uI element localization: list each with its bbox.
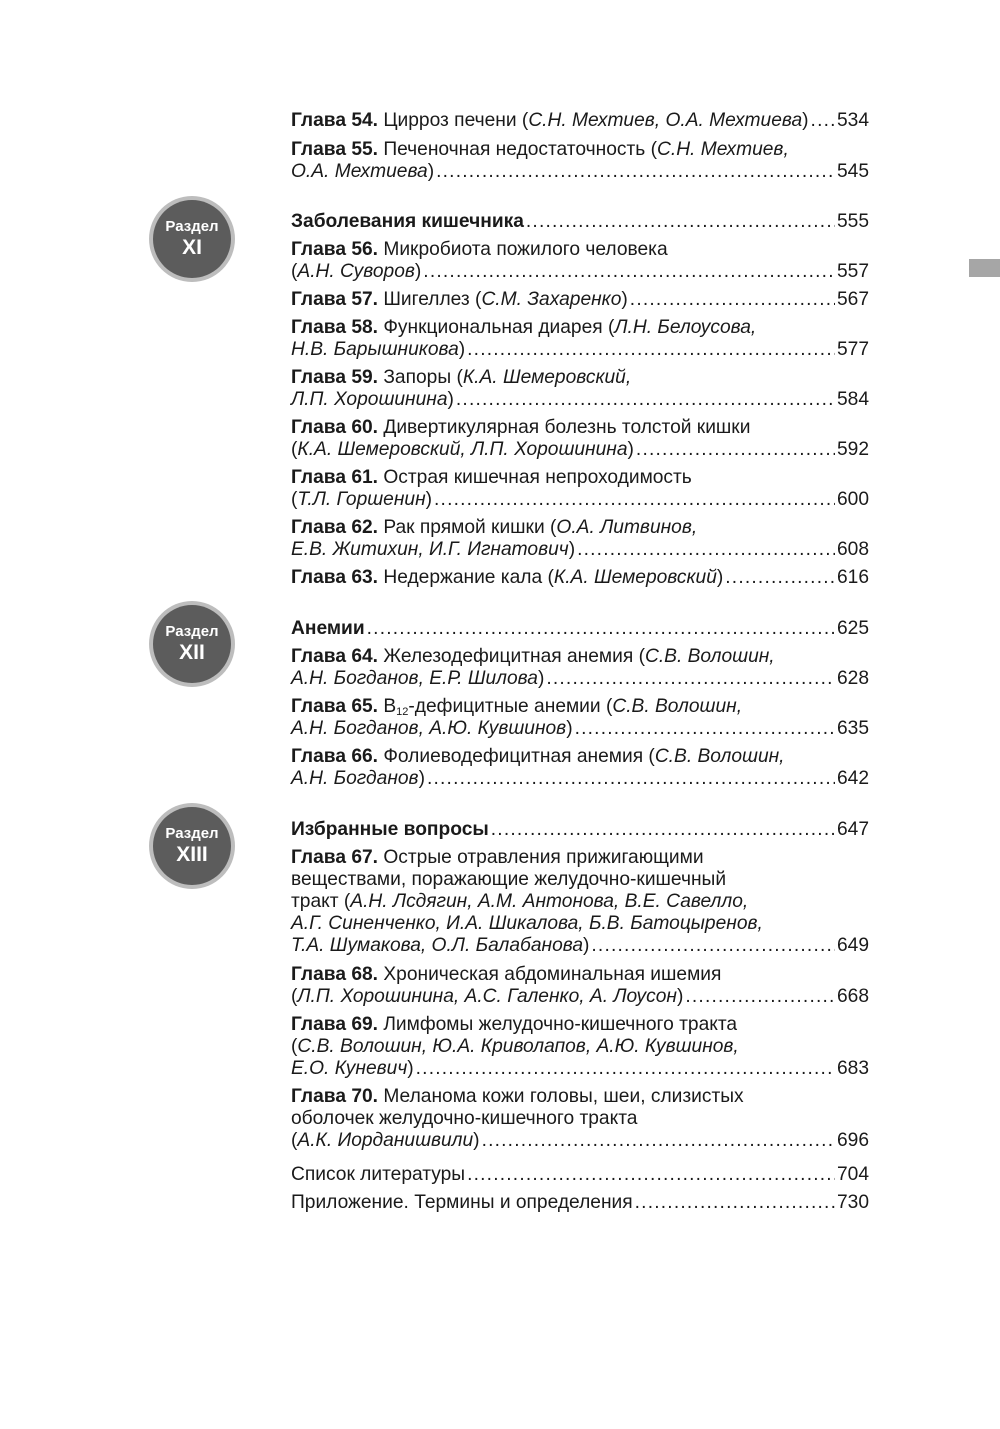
chapter-number: Глава 54. (291, 110, 378, 131)
chapter-title: Железодефицитная анемия (383, 646, 634, 667)
page-number: 696 (836, 1130, 869, 1151)
section-badge-numeral: XIII (176, 843, 208, 866)
leader-dots (635, 1192, 835, 1214)
chapter-authors: К.А. Шемеровский (553, 567, 717, 588)
chapter-number: Глава 65. (291, 696, 378, 717)
toc-entry-references[interactable] (291, 1164, 869, 1186)
chapter-authors: К.А. Шемеровский, Л.П. Хорошинина (297, 439, 628, 460)
leader-dots (591, 935, 835, 957)
section-badge-xiii (149, 803, 235, 889)
chapter-authors: С.В. Волошин, (654, 746, 785, 767)
page-number: 557 (836, 261, 869, 282)
chapter-authors: А.Г. Синенченко, И.А. Шикалова, Б.В. Батоцыренов, (291, 913, 763, 934)
chapter-authors: Н.В. Барышникова (291, 339, 459, 360)
leader-dots (436, 161, 835, 183)
section-badge-numeral: XI (182, 236, 202, 259)
chapter-number: Глава 61. (291, 467, 378, 488)
chapter-title: Цирроз печени (383, 110, 517, 131)
chapter-authors: А.К. Иорданишвили (297, 1130, 474, 1151)
chapter-title: тракт (291, 891, 339, 912)
page-number: 704 (836, 1164, 869, 1185)
leader-dots (467, 339, 835, 361)
page-number: 647 (836, 819, 869, 840)
chapter-authors: О.А. Литвинов, (556, 517, 698, 538)
page-number: 584 (836, 389, 869, 410)
toc-entry-chapter-66[interactable]: Глава 66. Фолиеводефицитная анемия (С.В. Волошин, А.Н. Богданов) ..... 642 (291, 746, 869, 790)
page-number: 616 (836, 567, 869, 588)
toc-entry-section-xii[interactable] (291, 618, 869, 640)
chapter-title: оболочек желудочно-кишечного тракта (291, 1108, 638, 1129)
chapter-title: Лимфомы желудочно-кишечного тракта (383, 1014, 738, 1035)
leader-dots (427, 768, 835, 790)
toc-entry-chapter-56[interactable]: Глава 56. Микробиота пожилого человека (А.Н. Суворов) ..... 557 (291, 239, 869, 283)
chapter-authors: А.Н. Богданов, А.Ю. Кувшинов (291, 718, 567, 739)
leader-dots (423, 261, 835, 283)
chapter-title: Недержание кала (383, 567, 543, 588)
page-number: 649 (836, 935, 869, 956)
chapter-authors: Е.В. Житихин, И.Г. Игнатович (291, 539, 569, 560)
chapter-title-part: -дефицитные анемии (408, 696, 601, 717)
chapter-title: Меланома кожи головы, шеи, слизистых (383, 1086, 744, 1107)
chapter-title-subscript: 12 (396, 706, 409, 718)
section-badge-label: Раздел (165, 623, 219, 640)
toc-entry-chapter-55[interactable]: Глава 55. Печеночная недостаточность (С.Н. Мехтиев, О.А. Мехтиева) ..... 545 (291, 139, 869, 183)
chapter-authors: С.В. Волошин, (644, 646, 775, 667)
toc-entry-chapter-58[interactable]: Глава 58. Функциональная диарея (Л.Н. Белоусова, Н.В. Барышникова) ..... 577 (291, 317, 869, 361)
entry-title: Список литературы (291, 1164, 466, 1185)
chapter-authors: К.А. Шемеровский, (462, 367, 632, 388)
chapter-title: Печеночная недостаточность (383, 139, 646, 160)
chapter-title: Шигеллез (383, 289, 470, 310)
chapter-number: Глава 55. (291, 139, 378, 160)
page-number: 545 (836, 161, 869, 182)
chapter-title: Рак прямой кишки (383, 517, 545, 538)
page-number: 555 (836, 211, 869, 232)
chapter-title: Функциональная диарея (383, 317, 603, 338)
toc-entry-chapter-59[interactable]: Глава 59. Запоры (К.А. Шемеровский, Л.П. Хорошинина) ..... 584 (291, 367, 869, 411)
chapter-authors: О.А. Мехтиева (291, 161, 428, 182)
toc-entry-appendix[interactable] (291, 1192, 869, 1214)
page-number: 683 (836, 1058, 869, 1079)
chapter-authors: С.Н. Мехтиев, О.А. Мехтиева (528, 110, 803, 131)
chapter-number: Глава 63. (291, 567, 378, 588)
leader-dots (482, 1130, 835, 1152)
section-badge-label: Раздел (165, 825, 219, 842)
toc-entry-chapter-57[interactable]: Глава 57. Шигеллез (С.М. Захаренко) ..... 567 (291, 289, 869, 311)
toc-entry-chapter-62[interactable]: Глава 62. Рак прямой кишки (О.А. Литвинов, Е.В. Житихин, И.Г. Игнатович) ..... 608 (291, 517, 869, 561)
chapter-title: Хроническая абдоминальная ишемия (383, 964, 722, 985)
chapter-number: Глава 62. (291, 517, 378, 538)
leader-dots (491, 819, 835, 841)
chapter-number: Глава 69. (291, 1014, 378, 1035)
toc-entry-chapter-54[interactable]: Глава 54. Цирроз печени (С.Н. Мехтиев, О.А. Мехтиева) ..... 534 (291, 110, 869, 132)
page-number: 567 (836, 289, 869, 310)
leader-dots (456, 389, 835, 411)
chapter-title: Дивертикулярная болезнь толстой кишки (383, 417, 751, 438)
toc-entry-chapter-69[interactable]: Глава 69. Лимфомы желудочно-кишечного тракта (С.В. Волошин, Ю.А. Криволапов, А.Ю. Кувшинов, Е.О. Куневич) ..... 683 (291, 1014, 869, 1080)
leader-dots (416, 1058, 835, 1080)
chapter-number: Глава 58. (291, 317, 378, 338)
toc-entry-chapter-65[interactable]: Глава 65. $B_{12}$-дефицитные анемии (С.В. Волошин, А.Н. Богданов, А.Ю. Кувшинов) ..... 635 (291, 696, 869, 740)
leader-dots (811, 110, 835, 132)
section-title: Анемии (291, 618, 365, 639)
page-number: 730 (836, 1192, 869, 1213)
section-badge-label: Раздел (165, 218, 219, 235)
page-number: 668 (836, 986, 869, 1007)
chapter-number: Глава 67. (291, 847, 378, 868)
toc-entry-chapter-61[interactable]: Глава 61. Острая кишечная непроходимость (Т.Л. Горшенин) ..... 600 (291, 467, 869, 511)
side-thumb-tab (969, 259, 1000, 277)
leader-dots (575, 718, 835, 740)
toc-entry-chapter-70[interactable]: Глава 70. Меланома кожи головы, шеи, слизистых оболочек желудочно-кишечного тракта (А.К. Иорданишвили) ..... 696 (291, 1086, 869, 1152)
chapter-authors: Е.О. Куневич (291, 1058, 408, 1079)
leader-dots (577, 539, 835, 561)
chapter-title (383, 696, 600, 717)
chapter-number: Глава 64. (291, 646, 378, 667)
toc-entry-chapter-64[interactable]: Глава 64. Железодефицитная анемия (С.В. Волошин, А.Н. Богданов, Е.Р. Шилова) ..... 628 (291, 646, 869, 690)
toc-entry-section-xiii[interactable] (291, 819, 869, 841)
chapter-authors: А.Н. Богданов (291, 768, 419, 789)
toc-entry-chapter-68[interactable]: Глава 68. Хроническая абдоминальная ишемия (Л.П. Хорошинина, А.С. Галенко, А. Лоусон) ..... 668 (291, 964, 869, 1008)
chapter-authors: С.В. Волошин, Ю.А. Криволапов, А.Ю. Кувшинов, (297, 1036, 739, 1057)
page-number: 577 (836, 339, 869, 360)
section-title: Избранные вопросы (291, 819, 489, 840)
page-number: 642 (836, 768, 869, 789)
section-badge-xii (149, 601, 235, 687)
chapter-title: Микробиота пожилого человека (383, 239, 668, 260)
leader-dots (636, 439, 835, 461)
chapter-authors: Л.П. Хорошинина, А.С. Галенко, А. Лоусон (297, 986, 677, 1007)
chapter-title: веществами, поражающие желудочно-кишечный (291, 869, 727, 890)
chapter-authors: С.М. Захаренко (481, 289, 622, 310)
chapter-number: Глава 60. (291, 417, 378, 438)
chapter-authors: Т.Л. Горшенин (297, 489, 426, 510)
toc-entry-chapter-63[interactable]: Глава 63. Недержание кала (К.А. Шемеровский) ..... 616 (291, 567, 869, 589)
chapter-title: Острая кишечная непроходимость (383, 467, 692, 488)
leader-dots (467, 1164, 835, 1186)
chapter-number: Глава 56. (291, 239, 378, 260)
page-number: 600 (836, 489, 869, 510)
chapter-authors: С.Н. Мехтиев, (657, 139, 789, 160)
chapter-authors: А.Н. Богданов, Е.Р. Шилова (291, 668, 538, 689)
leader-dots (434, 489, 835, 511)
toc-entry-chapter-60[interactable]: Глава 60. Дивертикулярная болезнь толстой кишки (К.А. Шемеровский, Л.П. Хорошинина) ..... 592 (291, 417, 869, 461)
chapter-authors: Л.П. Хорошинина (291, 389, 448, 410)
page-number: 534 (836, 110, 869, 131)
chapter-number: Глава 70. (291, 1086, 378, 1107)
section-badge-numeral: XII (179, 641, 205, 664)
section-title: Заболевания кишечника (291, 211, 524, 232)
toc-entry-chapter-67[interactable]: Глава 67. Острые отравления прижигающими веществами, поражающие желудочно-кишечный тракт (А.Н. Лсдягин, А.М. Антонова, В.Е. Савелло, А.Г. Синенченко, И.А. Шикалова, Б.В. Батоцыренов, Т.А. Шумакова, О.Л. Балабанова) ..... 649 (291, 847, 869, 957)
chapter-number: Глава 57. (291, 289, 378, 310)
entry-title: Приложение. Термины и определения (291, 1192, 633, 1213)
chapter-authors: С.В. Волошин, (612, 696, 743, 717)
chapter-authors: Л.Н. Белоусова, (614, 317, 757, 338)
toc-entry-section-xi[interactable] (291, 211, 869, 233)
section-badge-xi (149, 196, 235, 282)
page-number: 592 (836, 439, 869, 460)
leader-dots (526, 211, 835, 233)
page-number: 635 (836, 718, 869, 739)
chapter-title: Запоры (383, 367, 452, 388)
chapter-title: Фолиеводефицитная анемия (383, 746, 644, 767)
chapter-number: Глава 59. (291, 367, 378, 388)
chapter-authors: Т.А. Шумакова, О.Л. Балабанова (291, 935, 584, 956)
page-number: 608 (836, 539, 869, 560)
chapter-title: Острые отравления прижигающими (383, 847, 704, 868)
chapter-title-part: B (383, 696, 397, 717)
page-number: 625 (836, 618, 869, 639)
chapter-number: Глава 68. (291, 964, 378, 985)
chapter-authors: А.Н. Лсдягин, А.М. Антонова, В.Е. Савелло, (350, 891, 749, 912)
leader-dots (367, 618, 835, 640)
leader-dots (630, 289, 835, 311)
leader-dots (546, 668, 835, 690)
chapter-authors: А.Н. Суворов (297, 261, 415, 282)
leader-dots (685, 986, 835, 1008)
leader-dots (725, 567, 835, 589)
chapter-number: Глава 66. (291, 746, 378, 767)
page-number: 628 (836, 668, 869, 689)
